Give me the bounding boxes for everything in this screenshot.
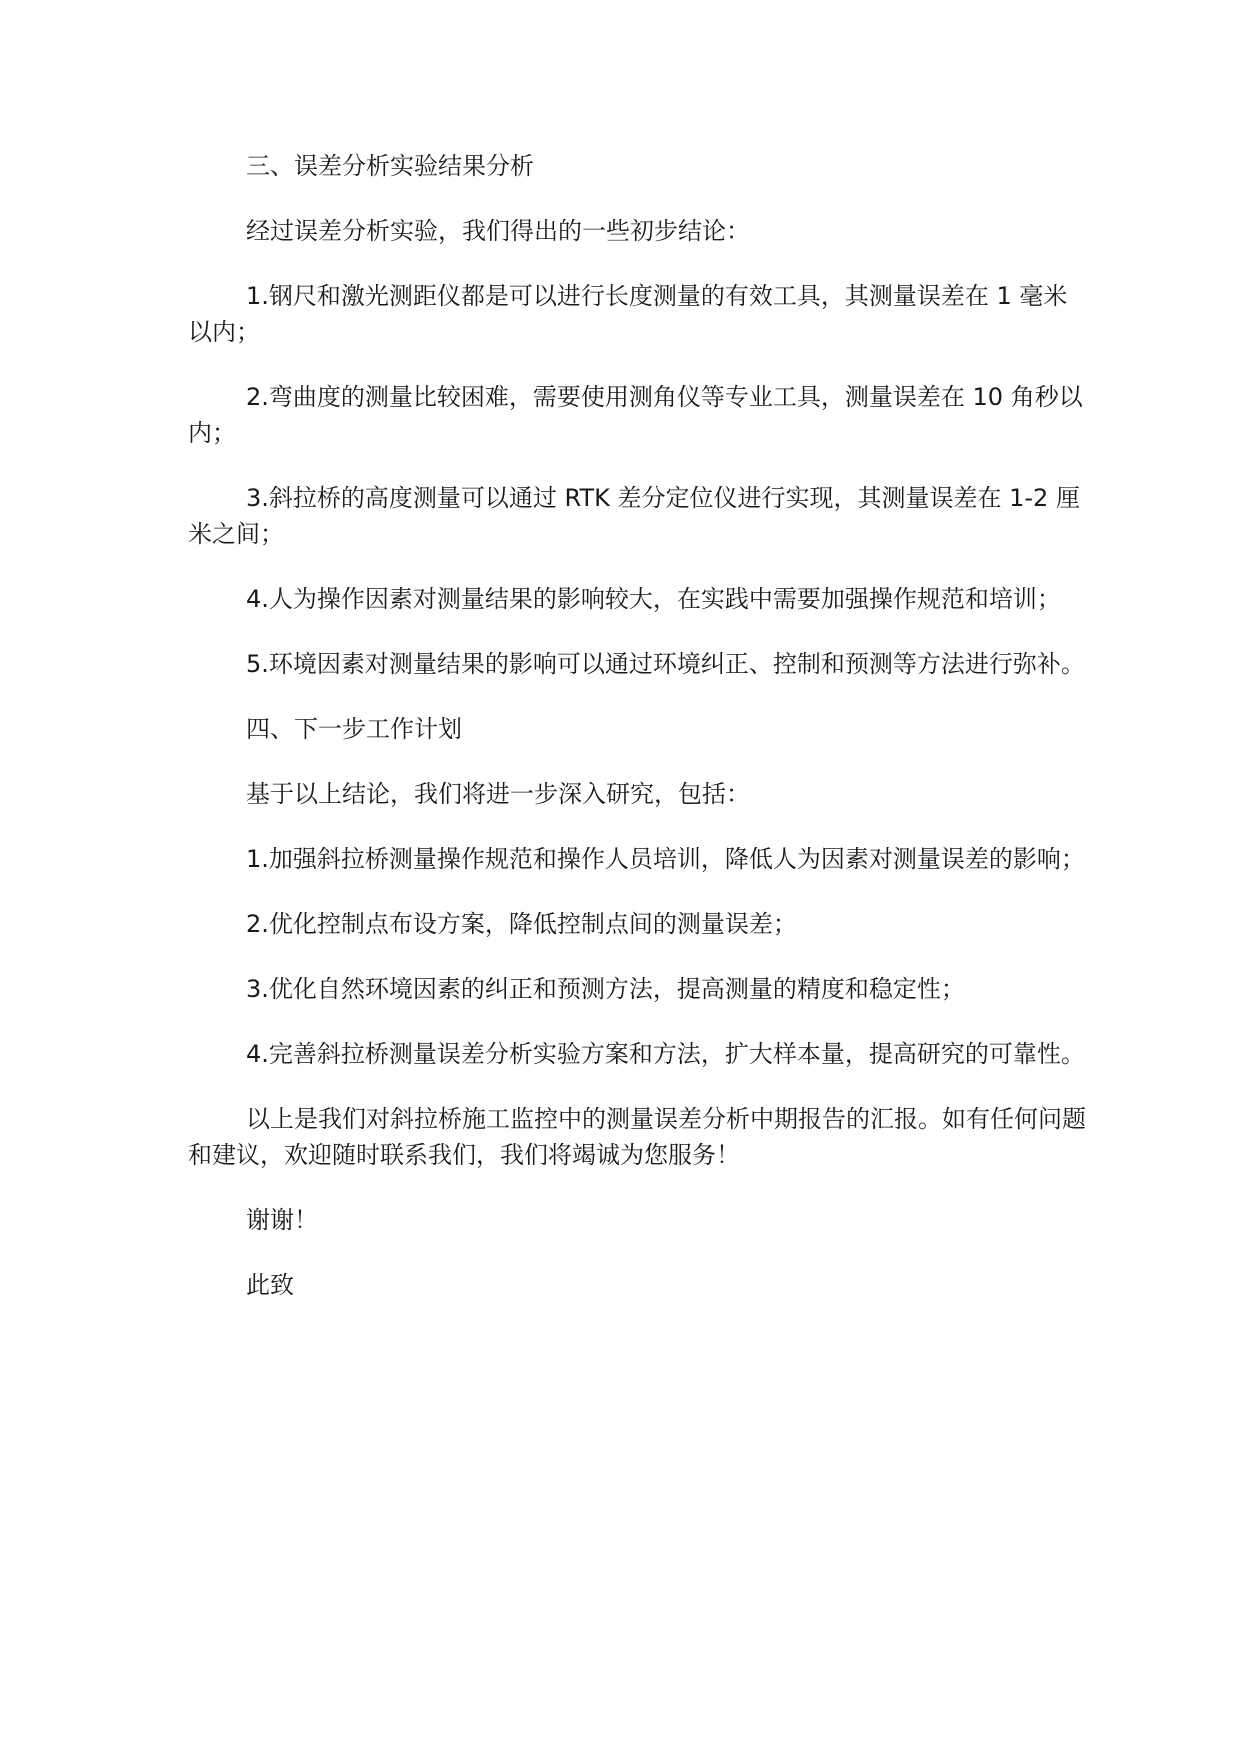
conclusion-item-1: 1.钢尺和激光测距仪都是可以进行长度测量的有效工具，其测量误差在 1 毫米以内； [188,282,1068,346]
conclusion-intro: 经过误差分析实验，我们得出的一些初步结论： [246,217,750,245]
conclusion-item-2: 2.弯曲度的测量比较困难，需要使用测角仪等专业工具，测量误差在 10 角秒以内； [188,383,1083,447]
section-heading-next-plan: 四、下一步工作计划 [246,715,462,743]
plan-item-1: 1.加强斜拉桥测量操作规范和操作人员培训，降低人为因素对测量误差的影响； [246,845,1085,873]
plan-item-2: 2.优化控制点布设方案，降低控制点间的测量误差； [246,910,797,938]
conclusion-item-5: 5.环境因素对测量结果的影响可以通过环境纠正、控制和预测等方法进行弥补。 [246,650,1085,678]
plan-item-3: 3.优化自然环境因素的纠正和预测方法，提高测量的精度和稳定性； [246,975,965,1003]
conclusion-item-4: 4.人为操作因素对测量结果的影响较大，在实践中需要加强操作规范和培训； [246,585,1061,613]
closing-statement: 以上是我们对斜拉桥施工监控中的测量误差分析中期报告的汇报。如有任何问题和建议，欢迎随时联系我们，我们将竭诚为您服务！ [188,1105,1086,1169]
section-heading-error-analysis: 三、误差分析实验结果分析 [246,152,534,180]
plan-item-4: 4.完善斜拉桥测量误差分析实验方案和方法，扩大样本量，提高研究的可靠性。 [246,1040,1085,1068]
thanks-line: 谢谢！ [246,1206,318,1234]
plan-intro: 基于以上结论，我们将进一步深入研究，包括： [246,780,750,808]
document-body [188,148,1088,1332]
salutation-line: 此致 [246,1271,294,1299]
conclusion-item-3: 3.斜拉桥的高度测量可以通过 RTK 差分定位仪进行实现，其测量误差在 1-2 厘米之间； [188,484,1080,548]
